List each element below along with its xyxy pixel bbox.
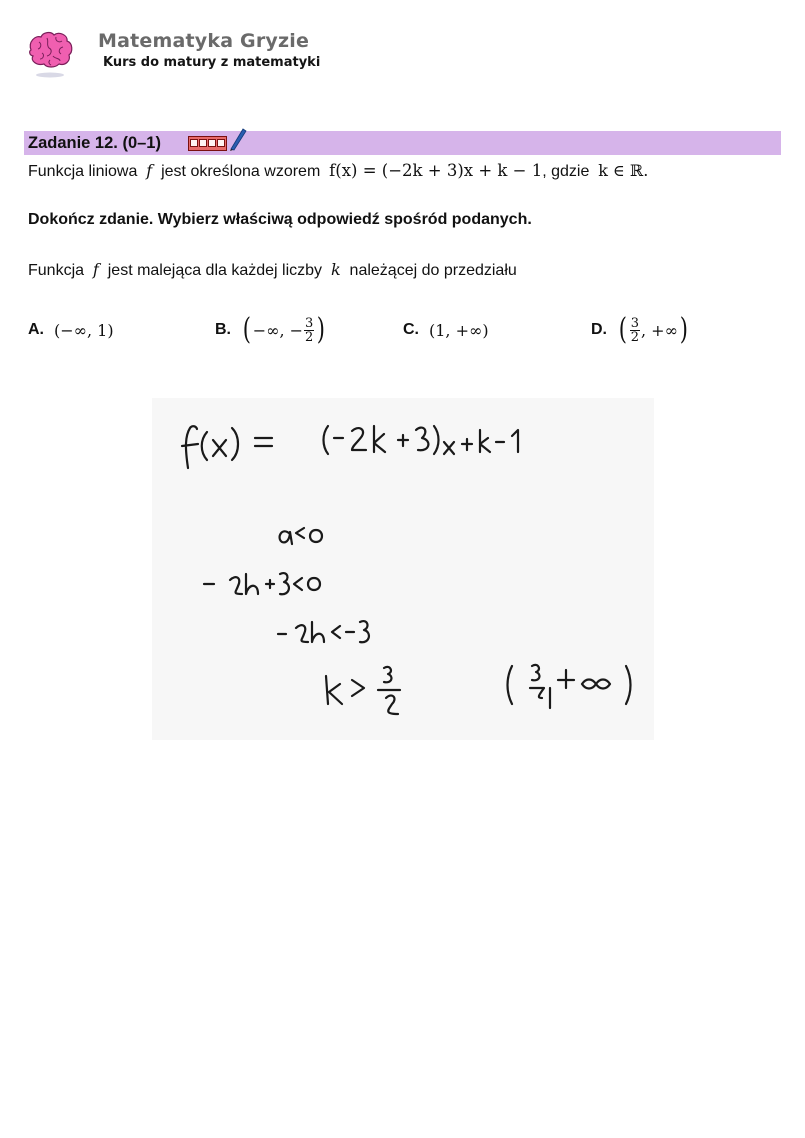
answer-value: −∞, − xyxy=(252,320,304,340)
function-symbol: f xyxy=(92,260,99,279)
answer-value: (1, +∞) xyxy=(429,320,489,340)
hw-line-5 xyxy=(326,676,342,704)
answer-value: , +∞ xyxy=(641,320,678,340)
task-header-bar xyxy=(24,131,781,155)
score-box xyxy=(199,139,207,147)
logo xyxy=(25,28,75,80)
function-symbol: f xyxy=(146,161,153,180)
answer-a[interactable] xyxy=(28,310,114,350)
question-text: należącej do przedziału xyxy=(349,262,517,279)
answer-letter: C. xyxy=(403,321,419,338)
task-instruction: Dokończ zdanie. Wybierz właściwą odpowiedź spośród podanych. xyxy=(28,211,532,228)
answer-letter: D. xyxy=(591,321,607,338)
parameter-domain: k ∈ ℝ. xyxy=(598,161,649,180)
score-boxes xyxy=(188,136,227,151)
task-question xyxy=(28,260,517,280)
question-text: jest malejąca dla każdej liczby xyxy=(107,262,323,279)
score-box xyxy=(208,139,216,147)
score-box xyxy=(190,139,198,147)
fraction xyxy=(630,317,640,344)
left-paren: ( xyxy=(242,312,251,347)
right-paren: ) xyxy=(679,312,688,347)
parameter-symbol: k xyxy=(330,260,341,279)
question-text: Funkcja xyxy=(28,262,85,279)
numerator: 3 xyxy=(305,315,314,331)
intro-text: jest określona wzorem xyxy=(161,163,321,180)
answer-c[interactable] xyxy=(403,310,489,350)
brand xyxy=(98,30,320,70)
answer-value: (−∞, 1) xyxy=(54,320,114,340)
hw-line-6 xyxy=(508,666,513,704)
brain-icon xyxy=(25,28,75,80)
intro-text: , gdzie xyxy=(542,163,590,180)
answer-letter: A. xyxy=(28,321,44,338)
task-title: Zadanie 12. (0–1) xyxy=(28,133,161,152)
denominator: 2 xyxy=(305,329,314,345)
denominator: 2 xyxy=(630,329,639,345)
answer-b[interactable] xyxy=(215,310,327,350)
pen-icon xyxy=(228,125,248,151)
function-formula: f(x) = (−2k + 3)x + k − 1 xyxy=(329,161,543,180)
fraction xyxy=(304,317,314,344)
answer-d[interactable] xyxy=(591,310,690,350)
task-intro xyxy=(28,161,648,181)
numerator: 3 xyxy=(630,315,639,331)
brand-title: Matematyka Gryzie xyxy=(98,30,310,52)
intro-text: Funkcja liniowa xyxy=(28,163,138,180)
right-paren: ) xyxy=(317,312,326,347)
answer-letter: B. xyxy=(215,321,231,338)
left-paren: ( xyxy=(618,312,627,347)
hw-line-2 xyxy=(280,531,292,544)
hw-line-1 xyxy=(182,426,198,468)
brand-subtitle: Kurs do matury z matematyki xyxy=(103,55,321,70)
handwritten-solution xyxy=(152,398,654,740)
score-box xyxy=(217,139,225,147)
answer-options xyxy=(28,310,788,350)
